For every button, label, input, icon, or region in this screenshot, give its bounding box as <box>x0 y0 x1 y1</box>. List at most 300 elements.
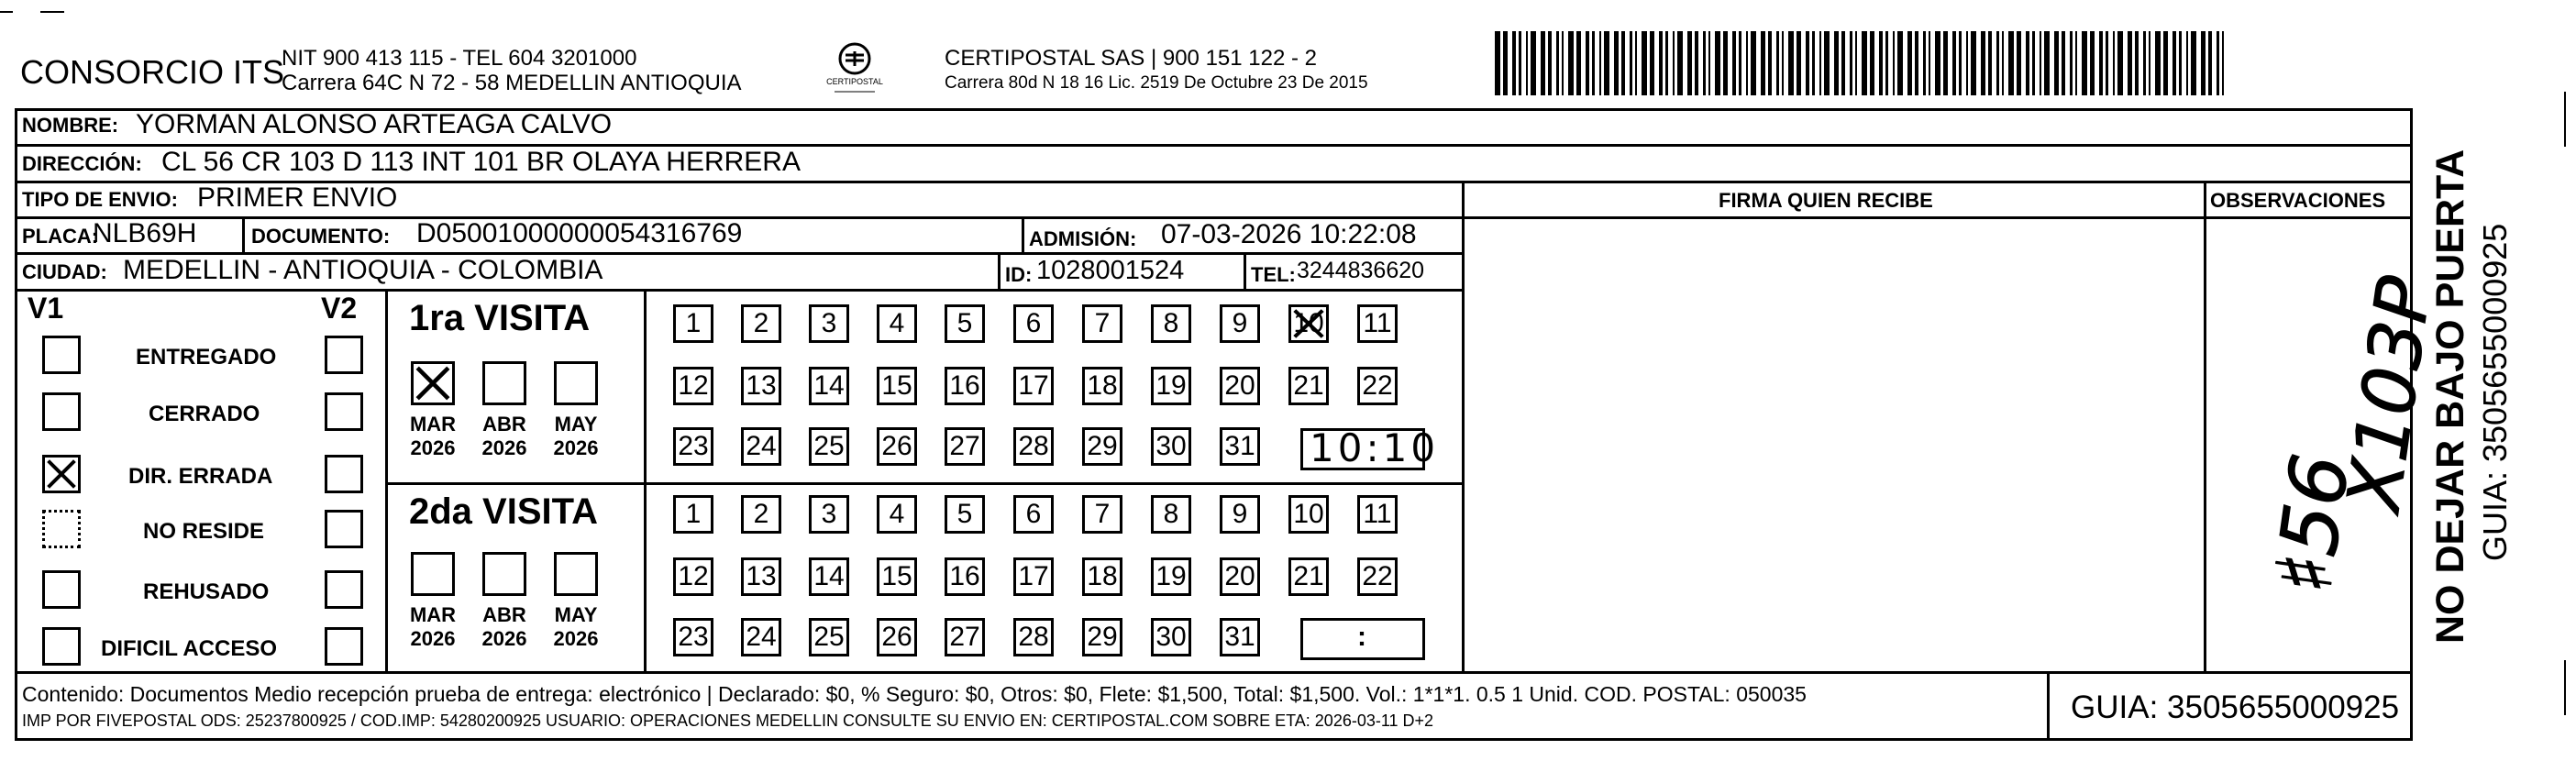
id-label: ID: <box>1005 263 1033 286</box>
barcode-bar <box>1562 31 1564 95</box>
barcode-bar <box>1862 31 1867 95</box>
day-number: 18 <box>1087 561 1118 591</box>
barcode-bar <box>1621 31 1625 95</box>
barcode-bar <box>1715 31 1720 95</box>
v1-checkbox[interactable] <box>42 510 81 548</box>
day-number: 7 <box>1094 499 1111 529</box>
day-number: 6 <box>1025 308 1042 338</box>
barcode-bar <box>2075 31 2077 95</box>
day-number: 22 <box>1362 370 1393 401</box>
day-cell[interactable] <box>1151 495 1191 534</box>
company-line1: NIT 900 413 115 - TEL 604 3201000 <box>282 46 637 71</box>
barcode-bar <box>2090 31 2095 95</box>
day-cell[interactable] <box>877 557 917 596</box>
day-cell[interactable] <box>1357 557 1398 596</box>
row-line <box>15 289 1462 292</box>
barcode-bar <box>2135 31 2139 95</box>
v1-label: V1 <box>28 292 64 325</box>
day-cell[interactable] <box>673 618 713 656</box>
status-label: DIR. ERRADA <box>128 464 273 489</box>
day-cell[interactable] <box>1151 304 1191 343</box>
day-cell[interactable] <box>1082 304 1122 343</box>
day-number: 12 <box>678 370 709 401</box>
barcode <box>1495 31 2234 95</box>
day-number: 14 <box>813 561 845 591</box>
barcode-bar <box>2002 31 2004 95</box>
barcode-bar <box>1812 31 1815 95</box>
placa-value: NLB69H <box>93 218 197 248</box>
day-number: 10 <box>1293 499 1324 529</box>
day-number: 27 <box>949 431 980 461</box>
barcode-bar <box>1885 31 1888 95</box>
barcode-bar <box>1642 31 1647 95</box>
col-line <box>2047 671 2050 741</box>
visit2-title: 2da VISITA <box>409 491 598 532</box>
year-label: 2026 <box>481 436 527 459</box>
day-cell[interactable] <box>673 427 713 466</box>
barcode-bar <box>1526 31 1528 95</box>
day-number: 16 <box>949 561 980 591</box>
barcode-bar <box>1512 31 1516 95</box>
day-cell[interactable] <box>741 367 781 405</box>
barcode-bar <box>1893 31 1895 95</box>
v2-checkbox[interactable] <box>325 336 363 374</box>
day-cell[interactable] <box>877 618 917 656</box>
barcode-bar <box>1935 31 1940 95</box>
visit1-time: 10:10 <box>1310 425 1440 470</box>
status-label: CERRADO <box>149 402 260 426</box>
day-number: 6 <box>1025 499 1042 529</box>
day-number: 25 <box>813 622 845 652</box>
barcode-bar <box>2222 31 2224 95</box>
day-number: 30 <box>1155 622 1187 652</box>
day-cell[interactable] <box>741 304 781 343</box>
barcode-bar <box>1971 31 1976 95</box>
day-cell[interactable] <box>1082 495 1122 534</box>
barcode-bar <box>1503 31 1508 95</box>
barcode-bar <box>1614 31 1619 95</box>
day-cell[interactable] <box>1013 367 1054 405</box>
admision-label: ADMISIÓN: <box>1029 227 1137 250</box>
col-line <box>2204 181 2206 671</box>
barcode-bar <box>1870 31 1874 95</box>
barcode-bar <box>1929 31 1930 95</box>
day-cell[interactable] <box>1013 495 1054 534</box>
barcode-bar <box>2163 31 2168 95</box>
day-cell[interactable] <box>1357 495 1398 534</box>
day-number: 26 <box>881 431 912 461</box>
barcode-bar <box>1739 31 1741 95</box>
day-cell[interactable] <box>1013 618 1054 656</box>
barcode-bar <box>1824 31 1830 95</box>
day-cell[interactable] <box>1151 618 1191 656</box>
barcode-bar <box>1703 31 1706 95</box>
admision-value: 07-03-2026 10:22:08 <box>1161 219 1417 249</box>
v2-checkbox[interactable] <box>325 570 363 609</box>
barcode-bar <box>2186 31 2188 95</box>
col-line <box>242 216 245 252</box>
barcode-bar <box>1996 31 1999 95</box>
day-cell[interactable] <box>945 367 985 405</box>
day-cell[interactable] <box>1082 557 1122 596</box>
day-cell[interactable] <box>877 304 917 343</box>
barcode-bar <box>1923 31 1926 95</box>
day-number: 31 <box>1224 431 1255 461</box>
barcode-bar <box>1959 31 1962 95</box>
day-cell[interactable] <box>809 618 849 656</box>
day-cell[interactable] <box>1082 618 1122 656</box>
barcode-bar <box>1879 31 1883 95</box>
day-cell[interactable] <box>1013 304 1054 343</box>
day-cell[interactable] <box>1288 557 1329 596</box>
barcode-bar <box>1659 31 1663 95</box>
day-number: 3 <box>821 499 837 529</box>
day-number: 29 <box>1087 431 1118 461</box>
day-number: 11 <box>1363 499 1392 529</box>
barcode-bar <box>2172 31 2176 95</box>
barcode-bar <box>1519 31 1521 95</box>
col-line <box>1022 216 1024 252</box>
barcode-bar <box>1855 31 1857 95</box>
barcode-bar <box>1806 31 1809 95</box>
barcode-bar <box>1568 31 1574 95</box>
day-cell[interactable] <box>1013 427 1054 466</box>
day-number: 28 <box>1018 622 1049 652</box>
side-warning: NO DEJAR BAJO PUERTA <box>2428 149 2472 644</box>
day-cell[interactable] <box>1151 557 1191 596</box>
day-number: 13 <box>746 561 777 591</box>
day-number: 5 <box>956 499 973 529</box>
day-cell[interactable] <box>809 367 849 405</box>
day-number: 12 <box>678 561 709 591</box>
col-line <box>998 252 1001 289</box>
day-cell[interactable] <box>945 618 985 656</box>
row-line <box>385 482 1462 485</box>
month-label: ABR <box>482 413 526 436</box>
day-number: 29 <box>1087 622 1118 652</box>
day-cell[interactable] <box>1151 367 1191 405</box>
certipostal-logo <box>818 40 891 97</box>
day-number: 21 <box>1293 561 1324 591</box>
handwriting-line-1: ♯56 <box>2257 448 2368 599</box>
certipostal-line1: CERTIPOSTAL SAS | 900 151 122 - 2 <box>945 46 1317 71</box>
day-number: 23 <box>678 431 709 461</box>
v1-checkbox[interactable] <box>42 336 81 374</box>
barcode-bar <box>1723 31 1728 95</box>
day-number: 20 <box>1224 370 1255 401</box>
day-number: 14 <box>813 370 845 401</box>
day-cell[interactable] <box>1357 367 1398 405</box>
barcode-bar <box>1746 31 1748 95</box>
barcode-bar <box>1797 31 1801 95</box>
day-number: 4 <box>889 499 905 529</box>
barcode-bar <box>1751 31 1756 95</box>
month-checkbox-may[interactable] <box>554 361 598 405</box>
barcode-bar <box>1761 31 1765 95</box>
barcode-bar <box>2191 31 2196 95</box>
barcode-bar <box>2099 31 2103 95</box>
nombre-label: NOMBRE: <box>22 114 119 137</box>
documento-label: DOCUMENTO: <box>251 225 391 248</box>
direccion-value: CL 56 CR 103 D 113 INT 101 BR OLAYA HERRERA <box>161 147 801 177</box>
status-label: DIFICIL ACCESO <box>101 636 278 661</box>
id-value: 1028001524 <box>1036 256 1185 285</box>
v2-label: V2 <box>321 292 358 325</box>
day-cell[interactable] <box>1288 367 1329 405</box>
day-number: 2 <box>753 499 769 529</box>
day-number: 1 <box>685 499 702 529</box>
barcode-bar <box>1988 31 1992 95</box>
barcode-bar <box>1915 31 1918 95</box>
v1-checkbox[interactable] <box>42 392 81 431</box>
barcode-bar <box>2082 31 2087 95</box>
ciudad-value: MEDELLIN - ANTIOQUIA - COLOMBIA <box>123 255 603 285</box>
day-cell[interactable] <box>673 495 713 534</box>
v2-checkbox[interactable] <box>325 510 363 548</box>
day-cell[interactable] <box>1220 367 1260 405</box>
day-cell[interactable] <box>1288 304 1329 343</box>
barcode-bar <box>1943 31 1948 95</box>
day-number: 24 <box>746 431 777 461</box>
barcode-bar <box>2062 31 2065 95</box>
tipo-value: PRIMER ENVIO <box>197 182 398 213</box>
day-number: 19 <box>1155 370 1187 401</box>
edge-mark <box>2564 92 2566 147</box>
day-cell[interactable] <box>945 427 985 466</box>
barcode-bar <box>1788 31 1794 95</box>
day-cell[interactable] <box>1151 427 1191 466</box>
day-cell[interactable] <box>741 618 781 656</box>
day-number: 16 <box>949 370 980 401</box>
barcode-bar <box>1556 31 1559 95</box>
year-label: 2026 <box>410 436 456 459</box>
v1-checkbox[interactable] <box>42 627 81 666</box>
barcode-bar <box>2026 31 2029 95</box>
day-cell[interactable] <box>1220 495 1260 534</box>
day-number: 26 <box>881 622 912 652</box>
status-label: ENTREGADO <box>136 345 277 369</box>
day-cell[interactable] <box>1082 367 1122 405</box>
day-number: 31 <box>1224 622 1255 652</box>
day-number: 17 <box>1018 561 1049 591</box>
day-cell[interactable] <box>809 557 849 596</box>
day-number: 13 <box>746 370 777 401</box>
barcode-bar <box>1586 31 1589 95</box>
day-number: 21 <box>1293 370 1324 401</box>
barcode-bar <box>1981 31 1985 95</box>
barcode-bar <box>1695 31 1698 95</box>
day-cell[interactable] <box>877 495 917 534</box>
day-cell[interactable] <box>673 304 713 343</box>
day-number: 17 <box>1018 370 1049 401</box>
barcode-bar <box>2017 31 2021 95</box>
day-cell[interactable] <box>741 495 781 534</box>
row-line <box>1462 216 2413 219</box>
barcode-bar <box>2179 31 2182 95</box>
barcode-bar <box>1592 31 1595 95</box>
barcode-bar <box>1708 31 1710 95</box>
barcode-bar <box>1841 31 1845 95</box>
day-number: 24 <box>746 622 777 652</box>
day-number: 30 <box>1155 431 1187 461</box>
day-number: 23 <box>678 622 709 652</box>
v1-checkbox[interactable] <box>42 570 81 609</box>
barcode-bar <box>2155 31 2161 95</box>
day-cell[interactable] <box>741 427 781 466</box>
day-cell[interactable] <box>1220 557 1260 596</box>
day-cell[interactable] <box>1220 304 1260 343</box>
barcode-bar <box>1907 31 1912 95</box>
barcode-bar <box>1630 31 1632 95</box>
day-cell[interactable] <box>945 557 985 596</box>
barcode-bar <box>2054 31 2059 95</box>
nombre-value: YORMAN ALONSO ARTEAGA CALVO <box>136 109 613 139</box>
month-label: MAY <box>554 413 598 436</box>
day-number: 18 <box>1087 370 1118 401</box>
direccion-label: DIRECCIÓN: <box>22 152 142 175</box>
v2-checkbox[interactable] <box>325 627 363 666</box>
day-cell[interactable] <box>945 304 985 343</box>
barcode-bar <box>2032 31 2035 95</box>
month-checkbox-mar[interactable] <box>411 361 455 405</box>
barcode-bar <box>2208 31 2212 95</box>
day-number: 22 <box>1362 561 1393 591</box>
day-number: 2 <box>753 308 769 338</box>
barcode-bar <box>1576 31 1581 95</box>
day-check-mark <box>1291 307 1326 340</box>
status-label: REHUSADO <box>143 579 270 604</box>
barcode-bar <box>2128 31 2132 95</box>
day-cell[interactable] <box>1357 304 1398 343</box>
footer-line2: IMP POR FIVEPOSTAL ODS: 25237800925 / COD.IMP: 54280200925 USUARIO: OPERACIONES MEDELLIN CONSULTE SU ENVIO EN: CERTIPOSTAL.COM SOBRE ETA: 2026-03-11 D+2 <box>22 711 1434 730</box>
day-number: 25 <box>813 431 845 461</box>
day-cell[interactable] <box>809 495 849 534</box>
barcode-bar <box>1541 31 1545 95</box>
observaciones-header: OBSERVACIONES <box>2210 189 2386 212</box>
barcode-bar <box>1673 31 1675 95</box>
year-label: 2026 <box>553 436 599 459</box>
day-cell[interactable] <box>809 304 849 343</box>
side-guia: GUIA: 3505655000925 <box>2476 223 2514 561</box>
day-cell[interactable] <box>1220 618 1260 656</box>
ciudad-label: CIUDAD: <box>22 260 107 283</box>
year-label: 2026 <box>553 627 599 650</box>
barcode-bar <box>1834 31 1839 95</box>
barcode-bar <box>1687 31 1692 95</box>
tel-label: TEL: <box>1251 263 1296 286</box>
day-number: 19 <box>1155 561 1187 591</box>
day-cell[interactable] <box>741 557 781 596</box>
day-cell[interactable] <box>877 367 917 405</box>
day-number: 28 <box>1018 431 1049 461</box>
barcode-bar <box>2040 31 2041 95</box>
top-tick <box>0 11 13 13</box>
barcode-bar <box>2008 31 2014 95</box>
month-checkbox-mar[interactable] <box>411 552 455 596</box>
day-number: 7 <box>1094 308 1111 338</box>
day-cell[interactable] <box>1082 427 1122 466</box>
row-line <box>15 671 2413 674</box>
day-cell[interactable] <box>809 427 849 466</box>
day-cell[interactable] <box>673 367 713 405</box>
barcode-bar <box>2113 31 2115 95</box>
day-number: 4 <box>889 308 905 338</box>
top-tick <box>40 11 64 13</box>
day-number: 8 <box>1163 499 1179 529</box>
month-checkbox-abr[interactable] <box>482 361 526 405</box>
barcode-bar <box>1677 31 1683 95</box>
day-number: 1 <box>685 308 702 338</box>
day-cell[interactable] <box>1288 495 1329 534</box>
day-number: 9 <box>1232 499 1248 529</box>
col-line <box>1462 181 1465 671</box>
logo-text: CERTIPOSTAL <box>826 77 883 86</box>
tipo-label: TIPO DE ENVIO: <box>22 188 178 211</box>
day-number: 5 <box>956 308 973 338</box>
company-line2: Carrera 64C N 72 - 58 MEDELLIN ANTIOQUIA <box>282 71 742 95</box>
day-number: 3 <box>821 308 837 338</box>
month-label: MAR <box>409 603 457 626</box>
col-line <box>385 289 388 671</box>
month-checkbox-may[interactable] <box>554 552 598 596</box>
firma-header: FIRMA QUIEN RECIBE <box>1719 189 1933 212</box>
barcode-bar <box>2217 31 2219 95</box>
month-label: MAY <box>554 603 598 626</box>
handwriting-line-2: X103P <box>2330 271 2449 516</box>
day-cell[interactable] <box>945 495 985 534</box>
footer-guia: GUIA: 3505655000925 <box>2071 689 2400 725</box>
barcode-bar <box>1768 31 1772 95</box>
barcode-bar <box>1952 31 1956 95</box>
v2-checkbox[interactable] <box>325 392 363 431</box>
barcode-bar <box>1604 31 1609 95</box>
barcode-bar <box>1776 31 1779 95</box>
barcode-bar <box>2117 31 2123 95</box>
day-number: 8 <box>1163 308 1179 338</box>
day-cell[interactable] <box>1220 427 1260 466</box>
barcode-bar <box>1732 31 1736 95</box>
v2-checkbox[interactable] <box>325 455 363 493</box>
month-label: ABR <box>482 603 526 626</box>
month-checkbox-abr[interactable] <box>482 552 526 596</box>
barcode-bar <box>1599 31 1601 95</box>
day-number: 20 <box>1224 561 1255 591</box>
day-number: 15 <box>881 370 912 401</box>
day-cell[interactable] <box>1013 557 1054 596</box>
certipostal-line2: Carrera 80d N 18 16 Lic. 2519 De Octubre 23 De 2015 <box>945 73 1368 93</box>
year-label: 2026 <box>481 627 527 650</box>
day-number: 11 <box>1363 308 1392 338</box>
day-cell[interactable] <box>673 557 713 596</box>
barcode-bar <box>1650 31 1654 95</box>
day-number: 9 <box>1232 308 1248 338</box>
documento-value: D05001000000054316769 <box>416 218 743 248</box>
col-line <box>1244 252 1246 289</box>
v1-checkbox[interactable] <box>42 455 81 493</box>
edge-mark <box>2564 660 2566 715</box>
month-label: MAR <box>409 413 457 436</box>
barcode-bar <box>1665 31 1668 95</box>
barcode-bar <box>1548 31 1552 95</box>
barcode-bar <box>1850 31 1852 95</box>
col-line <box>644 289 647 671</box>
day-number: 15 <box>881 561 912 591</box>
barcode-bar <box>1966 31 1968 95</box>
day-number: 27 <box>949 622 980 652</box>
tel-value: 3244836620 <box>1297 258 1425 283</box>
day-cell[interactable] <box>877 427 917 466</box>
visit2-time: : <box>1357 622 1366 652</box>
